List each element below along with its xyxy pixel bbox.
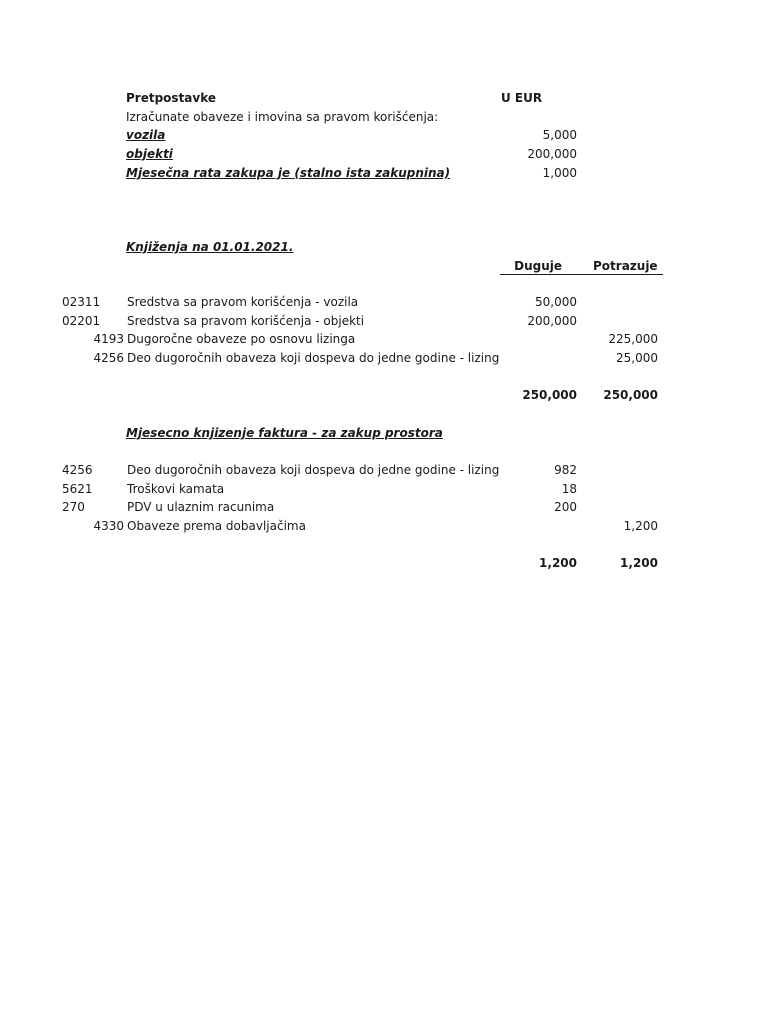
booking1-title: Knjiženja na 01.01.2021. [126, 240, 294, 254]
booking2-title: Mjesecno knjizenje faktura - za zakup prostora [126, 426, 443, 440]
booking2-credit: 1,200 [623, 519, 658, 533]
booking2-total-debit: 1,200 [539, 556, 577, 570]
booking1-debit: 50,000 [535, 295, 577, 309]
booking1-account: 4193 [93, 332, 124, 346]
assumption-label-vehicles: vozila [126, 128, 166, 142]
credit-column-header: Potrazuje [593, 259, 658, 273]
booking1-credit: 25,000 [616, 351, 658, 365]
assumption-value-monthly-rate: 1,000 [542, 166, 577, 180]
booking1-account: 02201 [62, 314, 101, 328]
booking2-desc: PDV u ulaznim racunima [127, 500, 275, 514]
currency-header: U EUR [501, 91, 543, 105]
assumption-value-objects: 200,000 [527, 147, 577, 161]
assumption-label-objects: objekti [126, 147, 173, 161]
booking1-account: 02311 [62, 295, 101, 309]
booking2-desc: Obaveze prema dobavljačima [127, 519, 306, 533]
booking1-desc: Sredstva sa pravom korišćenja - objekti [127, 314, 365, 328]
booking2-desc: Deo dugoročnih obaveza koji dospeva do jedne godine - lizing [127, 463, 500, 477]
debit-column-header: Duguje [514, 259, 562, 273]
assumption-label-monthly-rate: Mjesečna rata zakupa je (stalno ista zakupnina) [126, 166, 451, 180]
booking2-account: 4256 [62, 463, 93, 477]
booking1-total-debit: 250,000 [522, 388, 577, 402]
booking1-account: 4256 [93, 351, 124, 365]
booking1-desc: Dugoročne obaveze po osnovu lizinga [127, 332, 356, 346]
booking2-desc: Troškovi kamata [127, 482, 225, 496]
booking2-total-credit: 1,200 [620, 556, 658, 570]
booking2-debit: 200 [554, 500, 577, 514]
booking1-desc: Sredstva sa pravom korišćenja - vozila [127, 295, 359, 309]
assumptions-title: Pretpostavke [126, 91, 217, 105]
booking1-debit: 200,000 [527, 314, 577, 328]
booking2-debit: 982 [554, 463, 577, 477]
booking1-total-credit: 250,000 [603, 388, 658, 402]
assumption-value-vehicles: 5,000 [542, 128, 577, 142]
booking2-account: 4330 [93, 519, 124, 533]
booking1-desc: Deo dugoročnih obaveza koji dospeva do jedne godine - lizing [127, 351, 500, 365]
header-underline [500, 274, 663, 275]
assumptions-subtitle: Izračunate obaveze i imovina sa pravom korišćenja: [126, 110, 439, 124]
booking1-credit: 225,000 [608, 332, 658, 346]
booking2-debit: 18 [561, 482, 577, 496]
booking2-account: 5621 [62, 482, 93, 496]
booking2-account: 270 [62, 500, 85, 514]
